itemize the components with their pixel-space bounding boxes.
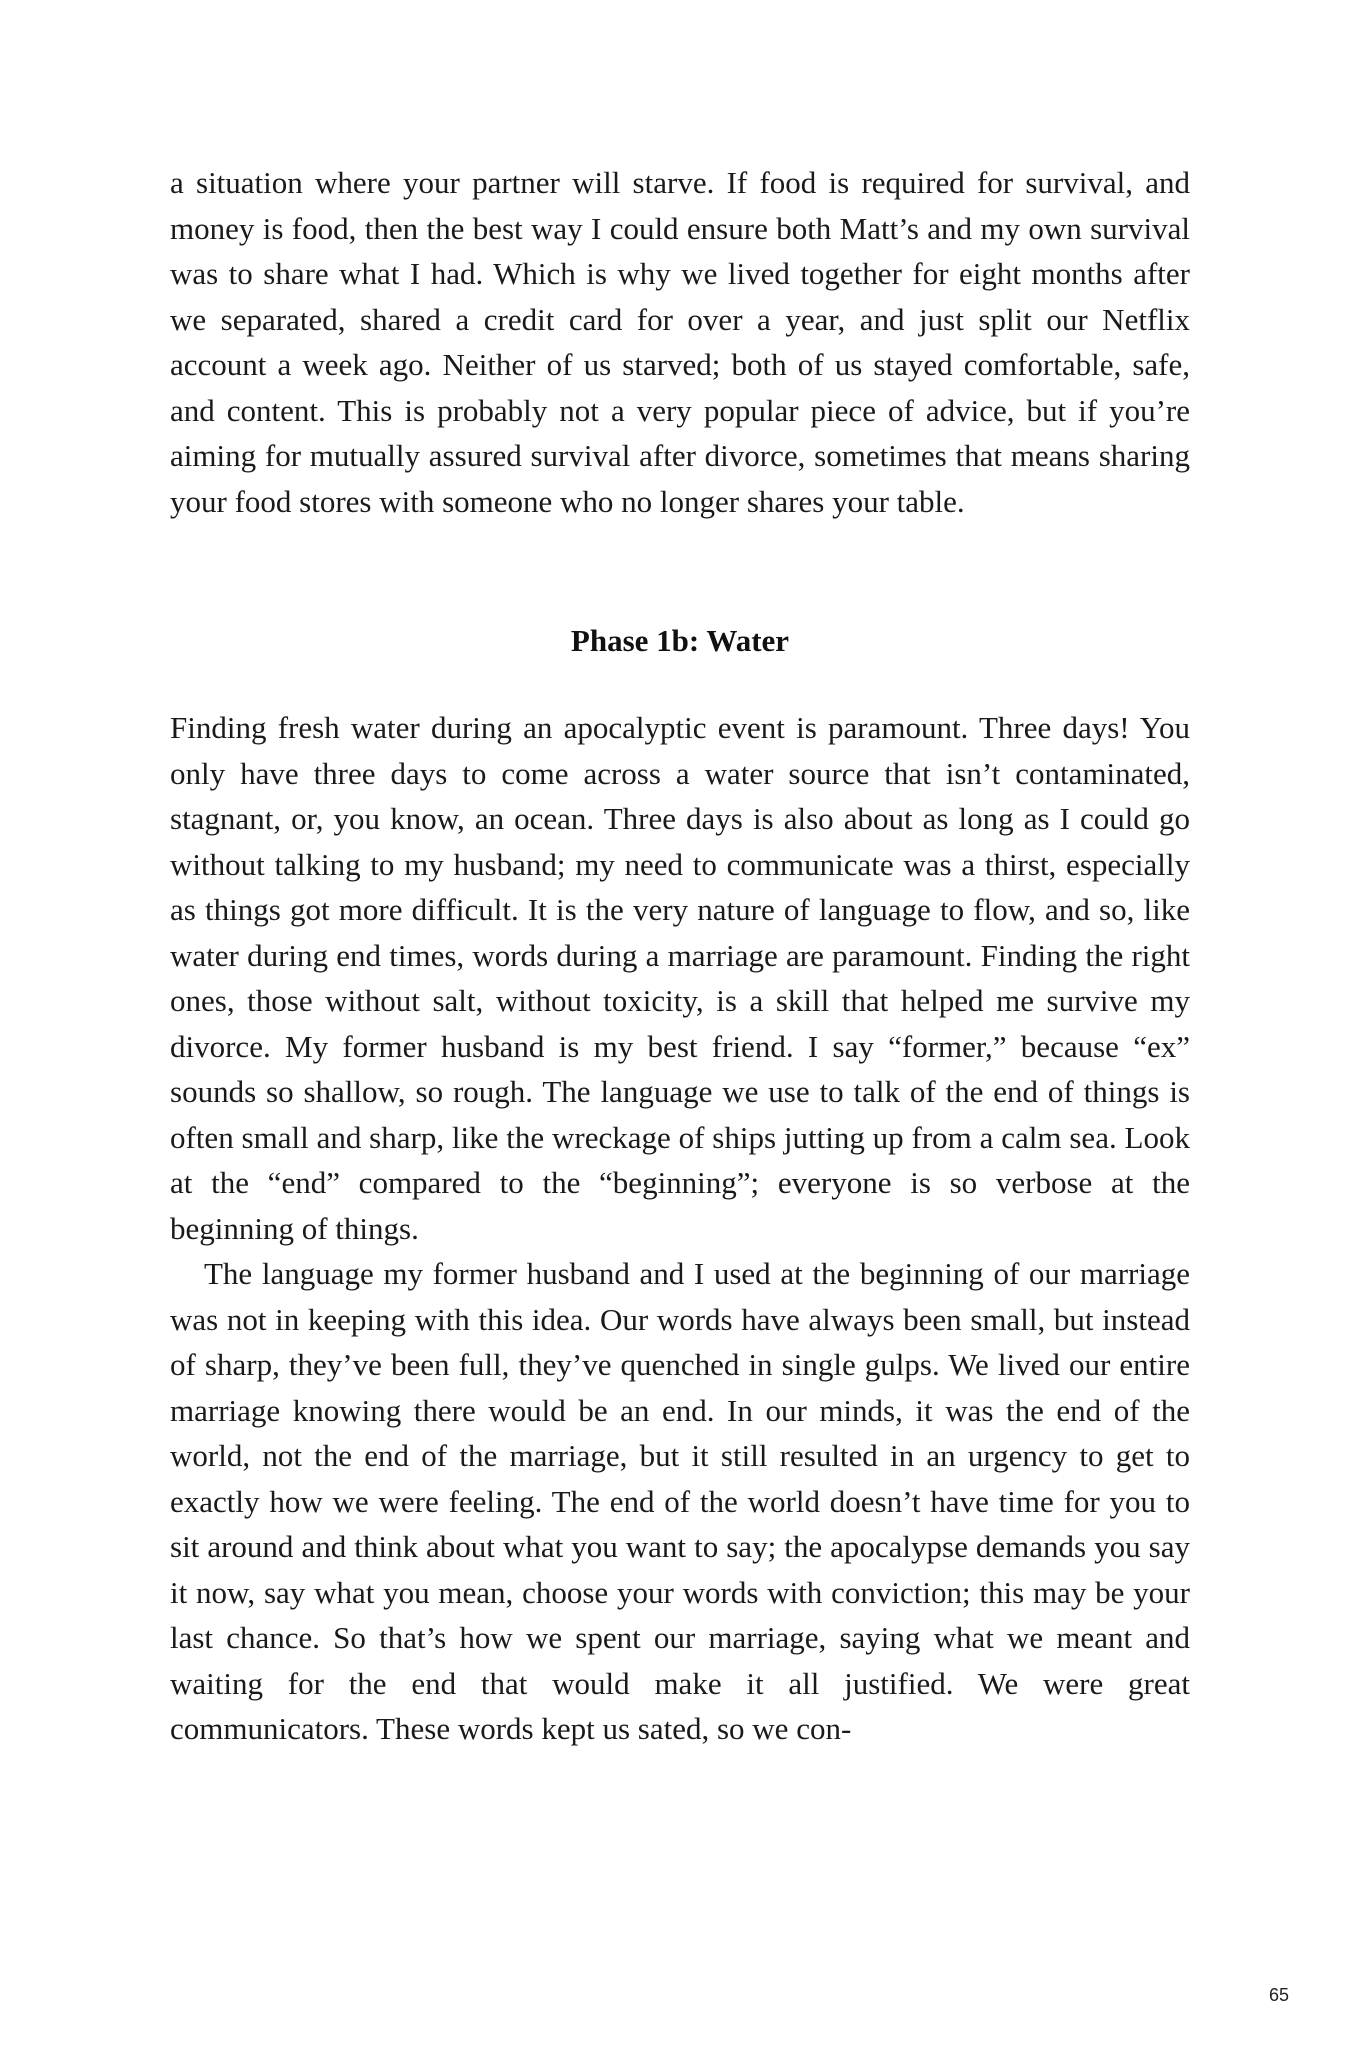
paragraph-text: a situation where your partner will starve. If food is required for survival, and money is food, then the best way I could ensure both Matt’s and my own survival was to share what I had. Which is why we lived together for eight months after we separated, shared a credit card for over a year, and just split our Netflix account a week ago. Neither of us starved; both of us stayed comfortable, safe, and content. This is probably not a very popular piece of advice, but if you’re aiming for mutually assured survival after divorce, sometimes that means sharing your food stores with someone who no longer shares your table. xyxy=(170,165,1190,519)
paragraph-text: The language my former husband and I used at the beginning of our marriage was not in keeping with this idea. Our words have always been small, but instead of sharp, they’ve been full, they’ve quenched in single gulps. We lived our entire marriage knowing there would be an end. In our minds, it was the end of the world, not the end of the marriage, but it still resulted in an urgency to get to exactly how we were feeling. The end of the world doesn’t have time for you to sit around and think about what you want to say; the apocalypse demands you say it now, say what you mean, choose your words with conviction; this may be your last chance. So that’s how we spent our marriage, saying what we meant and waiting for the end that would make it all justified. We were great communicators. These words kept us sated, so we con- xyxy=(170,1256,1190,1746)
section-heading: Phase 1b: Water xyxy=(570,623,790,658)
continued-paragraph xyxy=(170,160,1190,524)
paragraph-text: Finding fresh water during an apocalyptic event is paramount. Three days! You only have three days to come across a water source that isn’t contaminated, stagnant, or, you know, an ocean. Three days is also about as long as I could go without talking to my husband; my need to communicate was a thirst, especially as things got more difficult. It is the very nature of language to flow, and so, like water during end times, words during a marriage are paramount. Finding the right ones, those without salt, without toxicity, is a skill that helped me survive my divorce. My former husband is my best friend. I say “former,” because “ex” sounds so shallow, so rough. The language we use to talk of the end of things is often small and sharp, like the wreckage of ships jutting up from a calm sea. Look at the “end” compared to the “beginning”; everyone is so verbose at the beginning of things. xyxy=(170,710,1190,1246)
page-number: 65 xyxy=(1268,1985,1289,2005)
section-body xyxy=(170,705,1190,1752)
